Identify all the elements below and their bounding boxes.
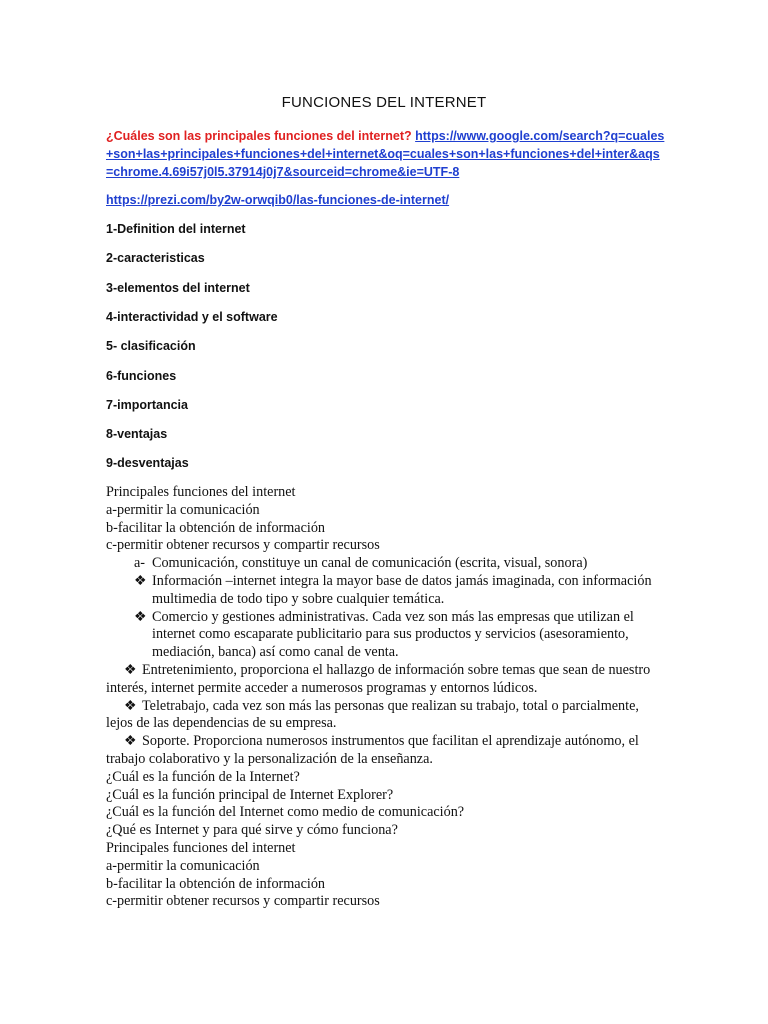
list-item-text: Entretenimiento, proporciona el hallazgo de información sobre temas que sean de nuestro interés, internet permite acceder a numerosos programas y entornos lúdicos. <box>106 661 651 696</box>
intro-line: b-facilitar la obtención de información <box>106 519 326 536</box>
question-block <box>106 127 666 181</box>
list-marker: a- <box>134 555 146 572</box>
topic-item: 6-funciones <box>106 368 177 383</box>
topic-item: 7-importancia <box>106 397 188 412</box>
diamond-bullet-icon: ❖ <box>134 572 147 589</box>
topic-item: 9-desventajas <box>106 456 189 471</box>
diamond-bullet-icon: ❖ <box>124 697 137 714</box>
list-item-text: Información –internet integra la mayor base de datos jamás imaginada, con información multimedia de todo tipo y sobre cualquier temática. <box>152 572 652 607</box>
intro-line: c-permitir obtener recursos y compartir recursos <box>106 537 380 554</box>
diamond-bullet-icon: ❖ <box>124 661 137 678</box>
intro-line: a-permitir la comunicación <box>106 501 260 518</box>
list-item-text: Soporte. Proporciona numerosos instrumentos que facilitan el aprendizaje autónomo, el trabajo colaborativo y la personalización de la enseñanza. <box>106 733 639 767</box>
outro-line: b-facilitar la obtención de información <box>106 875 326 892</box>
list-item-comercio <box>106 609 666 662</box>
prezi-link[interactable]: https://prezi.com/by2w-orwqib0/las-funciones-de-internet/ <box>106 193 450 207</box>
topic-item: 3-elementos del internet <box>106 280 250 295</box>
diamond-bullet-icon: ❖ <box>134 608 147 625</box>
list-item-entretenimiento <box>106 662 666 698</box>
topic-item: 2-caracteristicas <box>106 251 205 266</box>
document-title: FUNCIONES DEL INTERNET <box>281 94 487 111</box>
diamond-bullet-icon: ❖ <box>124 733 137 750</box>
topic-item: 8-ventajas <box>106 427 168 442</box>
body-text <box>106 484 666 911</box>
list-item-comunicacion <box>106 555 666 573</box>
list-item-informacion <box>106 573 666 609</box>
question-line: ¿Qué es Internet y para qué sirve y cómo funciona? <box>106 822 398 839</box>
outro-line: a-permitir la comunicación <box>106 857 260 874</box>
question-line: ¿Cuál es la función del Internet como medio de comunicación? <box>106 804 465 821</box>
topic-item: 5- clasificación <box>106 339 196 354</box>
list-item-text: Comunicación, constituye un canal de comunicación (escrita, visual, sonora) <box>152 555 588 572</box>
topic-item: 4-interactividad y el software <box>106 309 278 324</box>
outro-line: c-permitir obtener recursos y compartir recursos <box>106 893 380 910</box>
question-line: ¿Cuál es la función principal de Internet Explorer? <box>106 786 394 803</box>
topic-item: 1-Definition del internet <box>106 222 246 236</box>
intro-line: Principales funciones del internet <box>106 484 296 500</box>
outro-line: Principales funciones del internet <box>106 839 296 856</box>
list-item-text: Teletrabajo, cada vez son más las personas que realizan su trabajo, total o parcialmente, lejos de las dependencias de su empresa. <box>106 697 639 732</box>
question-line: ¿Cuál es la función de la Internet? <box>106 768 300 785</box>
prezi-link-line <box>106 193 449 207</box>
list-item-soporte <box>106 733 666 769</box>
list-item-text: Comercio y gestiones administrativas. Cada vez son más las empresas que utilizan el internet como escaparate publicitario para sus productos y servicios (asesoramiento, mediación, banca) así como canal de venta. <box>152 608 634 661</box>
google-search-link[interactable]: https://www.google.com/search?q=cuales+son+las+principales+funciones+del+internet&oq=cuales+son+las+funciones+del+inter&aqs=chrome.4.69i57j0l5.37914j0j7&sourceid=chrome&ie=UTF-8 <box>106 129 665 179</box>
question-text: ¿Cuáles son las principales funciones del internet? <box>106 129 412 143</box>
list-item-teletrabajo <box>106 698 666 734</box>
